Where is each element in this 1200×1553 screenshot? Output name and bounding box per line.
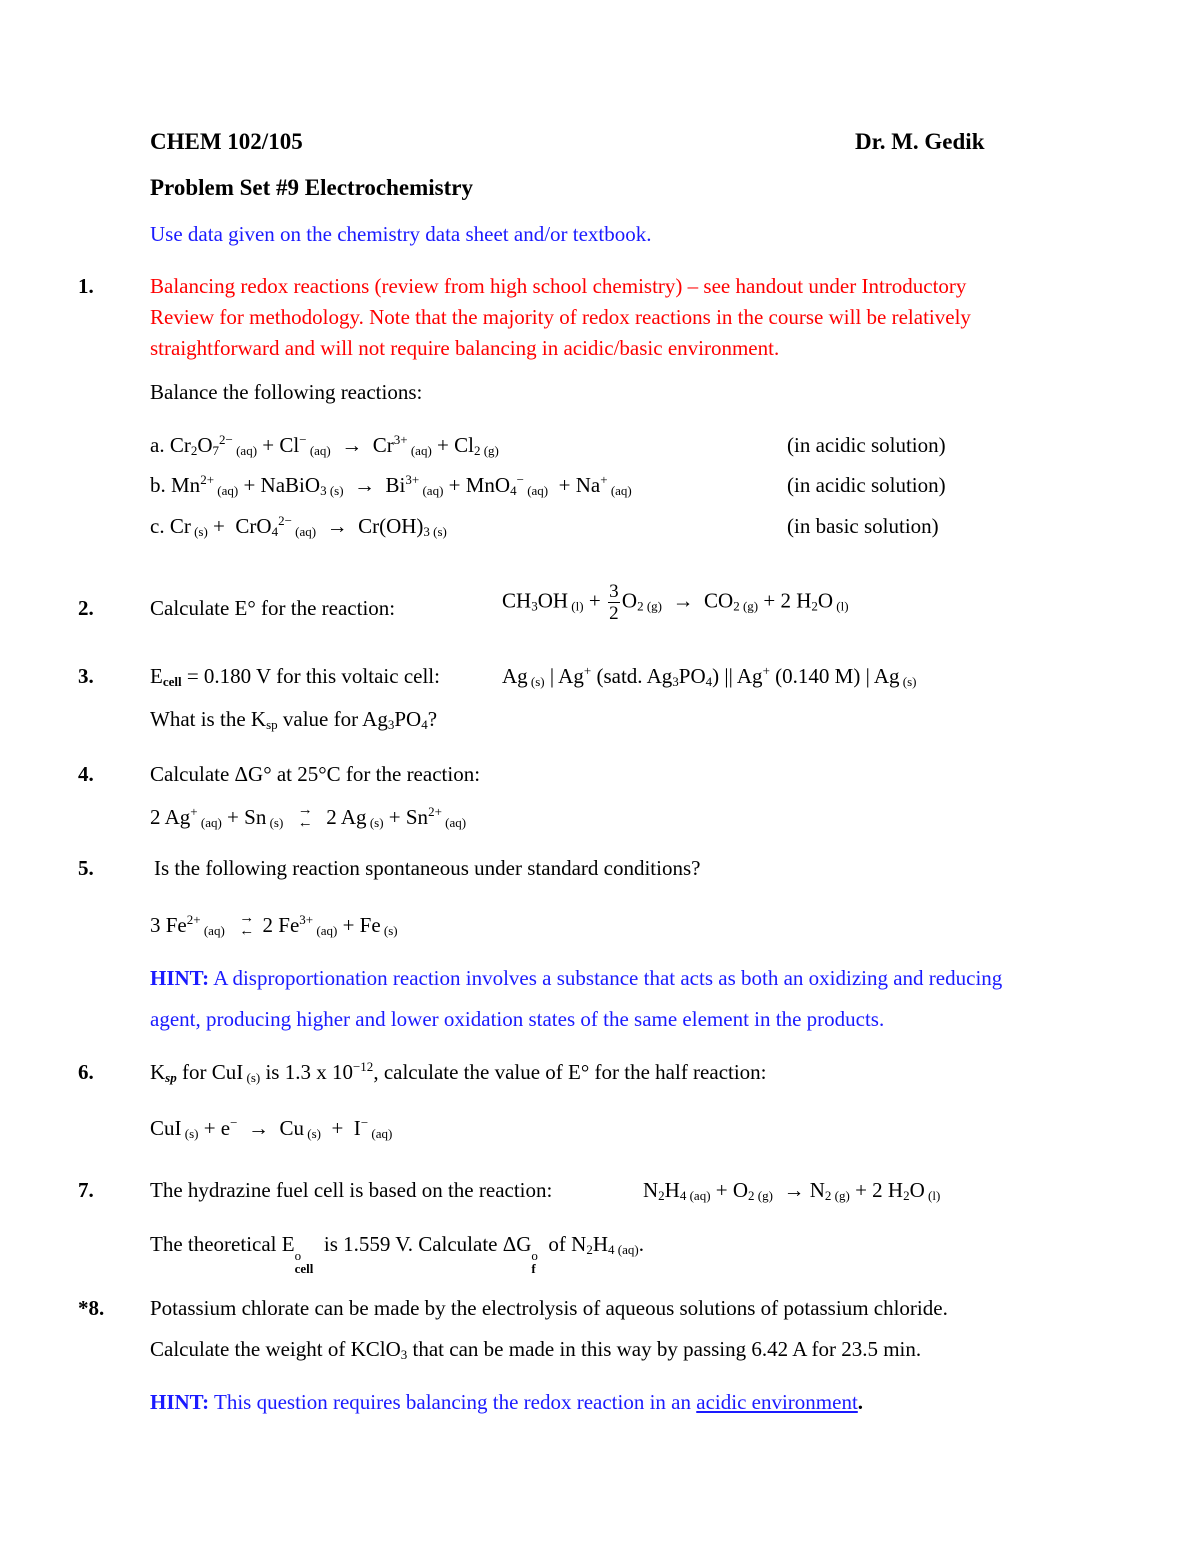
fraction-three-halves: $\frac{3}{2}$ — [609, 581, 619, 624]
reaction-b-condition: (in acidic solution) — [787, 473, 946, 497]
hint-label: HINT: — [150, 1390, 210, 1414]
question-4-reaction: 2 Ag+ (aq) + Sn (s) → ← 2 Ag $(s) + Sn^{2+}$ (aq) — [150, 802, 467, 832]
question-2-reaction: $CH_3OH$ (l) + $\frac{3}{2}$ $O_2$ $(g) \to CO_2$ (g) + 2 $H_2O$ (l) — [502, 581, 849, 624]
reaction-c: c. Cr (s) + CrO$_4^{2-}$ $(aq) \to Cr(OH)_3$ (s) — [150, 513, 447, 539]
hint-text: This question requires balancing the redox reaction in an — [209, 1390, 697, 1414]
equilibrium-arrow-icon: → ← — [297, 802, 313, 832]
question-4-text: Calculate ΔG° at 25°C for the reaction: — [150, 762, 481, 786]
question-7-text: The hydrazine fuel cell is based on the reaction: — [150, 1178, 553, 1202]
data-note: Use data given on the chemistry data sheet and/or textbook. — [150, 222, 652, 246]
reaction-a-condition: (in acidic solution) — [787, 433, 946, 457]
question-6-number: 6. — [78, 1060, 94, 1084]
question-5-reaction: 3 $Fe^{2+}$ (aq) → ← 2 $Fe^{3+}$ (aq) + Fe (s) — [150, 910, 398, 940]
question-5-number: 5. — [78, 856, 94, 880]
question-2-number: 2. — [78, 596, 94, 620]
question-1-line-1: Balancing redox reactions (review from high school chemistry) – see handout under Introductory — [150, 274, 967, 298]
question-7-question: The theoretical E o cell is 1.559 V. Calculate ΔG o f of $N_2H_4$ (aq). — [150, 1232, 644, 1276]
hint-text: A disproportionation reaction involves a substance that acts as both an oxidizing and reducing — [209, 966, 1003, 990]
question-1-line-2: Review for methodology. Note that the majority of redox reactions in the course will be relatively — [150, 305, 971, 329]
reaction-a: a. $Cr_2O_7^{2-}$ (aq) + Cl− $(aq) \to Cr^{3+}$ $(aq) + Cl_2$ (g) — [150, 432, 499, 458]
question-5-hint-line-1 — [150, 966, 1002, 991]
reaction-b: b. $Mn^{2+}$ (aq) + NaBiO$_3$ $(s) \to Bi^{3+}$ (aq) + MnO$_4$− (aq) + Na+ (aq) — [150, 472, 632, 498]
acidic-environment-link[interactable]: acidic environment — [696, 1390, 858, 1414]
course-code: CHEM 102/105 — [150, 129, 303, 154]
question-8-line-2: Calculate the weight of KClO$_3$ that can be made in this way by passing 6.42 A for 23.5 min. — [150, 1337, 922, 1362]
page-title: Problem Set #9 Electrochemistry — [150, 175, 473, 200]
hint-end: . — [857, 1390, 864, 1414]
ksp-label: What is the K — [150, 707, 267, 731]
equilibrium-arrow-icon: → ← — [239, 910, 255, 940]
question-5-hint-line-2: agent, producing higher and lower oxidation states of the same element in the products. — [150, 1007, 885, 1031]
question-3-text: $E_{cell} = 0.180$ V for this voltaic cell: — [150, 664, 440, 689]
question-3-tail: value for Ag — [277, 707, 388, 731]
question-6-text: $K_{sp}$ for CuI (s) is 1.3 x $10^{-12}$, calculate the value of E° for the half reaction: — [150, 1059, 767, 1085]
reaction-c-condition: (in basic solution) — [787, 514, 939, 538]
question-6-half-reaction: CuI (s) + e− → Cu (s) + I− (aq) — [150, 1115, 393, 1141]
question-3-question: What is the $K_{sp}$ value for $Ag_3PO_4$? — [150, 707, 438, 732]
question-8-number: *8. — [78, 1296, 105, 1320]
question-7-number: 7. — [78, 1178, 94, 1202]
ksp-subscript: sp — [266, 717, 278, 732]
question-5-text: Is the following reaction spontaneous under standard conditions? — [154, 856, 701, 880]
question-1-number: 1. — [78, 274, 94, 298]
question-1-instruction: Balance the following reactions: — [150, 380, 423, 404]
question-7-reaction: $N_2H_4$ $(aq) + O_2$ $(g) \to N_2$ (g) + 2 $H_2O$ (l) — [643, 1178, 941, 1203]
cell-notation: Ag (s) | Ag+ (satd. $Ag_3PO_4$) || Ag+ (0.140 M) | Ag (s) — [502, 663, 917, 689]
question-4-number: 4. — [78, 762, 94, 786]
instructor-name: Dr. M. Gedik — [855, 129, 985, 154]
question-3-number: 3. — [78, 664, 94, 688]
question-8-hint — [150, 1390, 863, 1415]
question-8-line-1: Potassium chlorate can be made by the electrolysis of aqueous solutions of potassium chloride. — [150, 1296, 948, 1320]
question-2-text: Calculate E° for the reaction: — [150, 596, 396, 620]
hint-label: HINT: — [150, 966, 210, 990]
question-1-line-3: straightforward and will not require balancing in acidic/basic environment. — [150, 336, 780, 360]
